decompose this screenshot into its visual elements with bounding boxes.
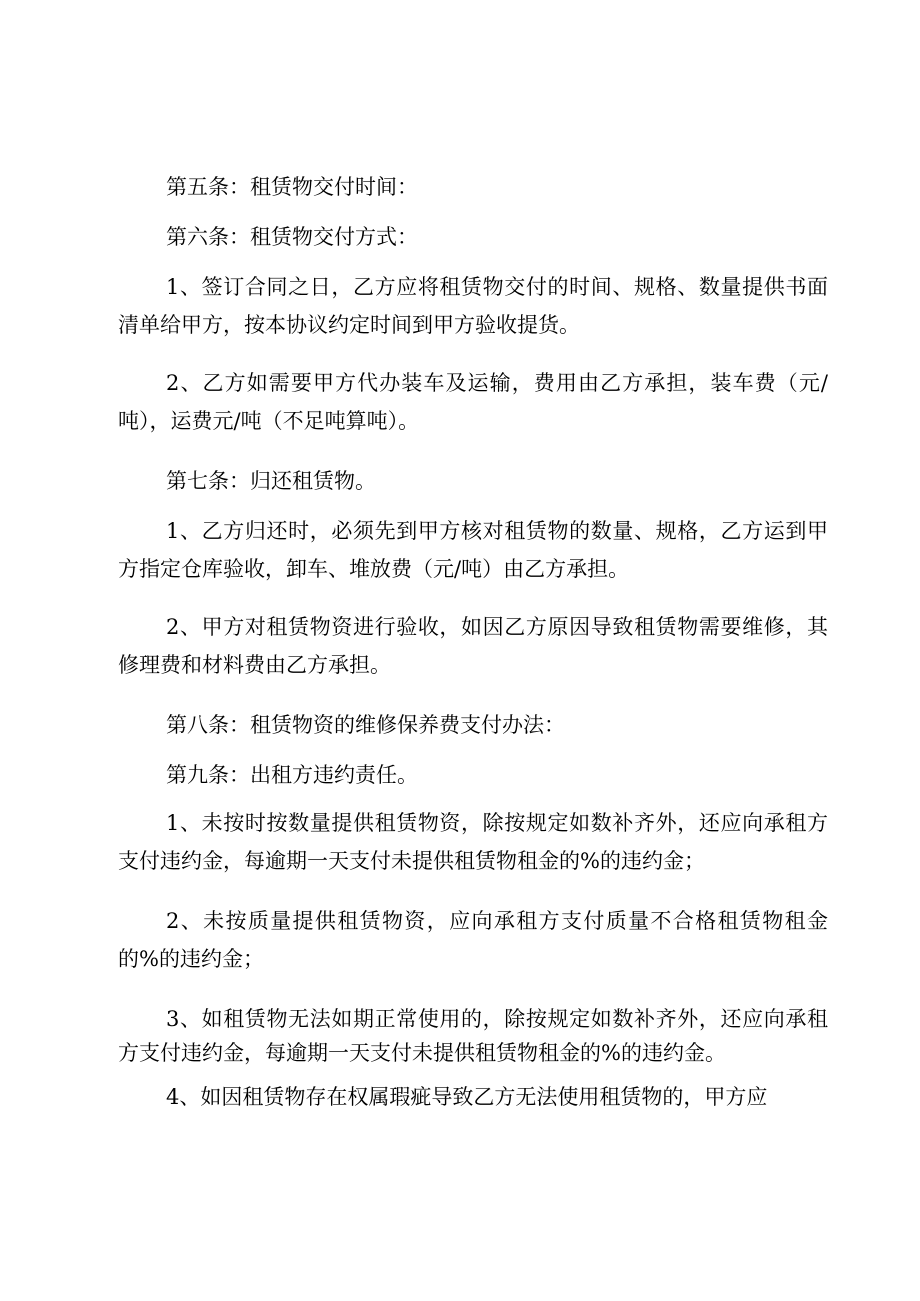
clause-9-heading: 第九条：出租方违约责任。 [166,763,418,787]
clause-9-item-2: 2、未按质量提供租赁物资，应向承租方支付质量不合格租赁物租金的%的违约金； [118,909,828,971]
clause-9-item-3: 3、如租赁物无法如期正常使用的，除按规定如数补齐外，还应向承租方支付违约金，每逾期一天支付未提供租赁物租金的%的违约金。 [118,1007,828,1065]
clause-6-item-2: 2、乙方如需要甲方代办装车及运输，费用由乙方承担，装车费（元/吨），运费元/吨（不足吨算吨）。 [118,371,828,433]
clause-7-item-2: 2、甲方对租赁物资进行验收，如因乙方原因导致租赁物需要维修，其修理费和材料费由乙方承担。 [118,615,828,677]
clause-8-heading: 第八条：租赁物资的维修保养费支付办法： [166,713,565,737]
clause-7-heading: 第七条：归还租赁物。 [166,469,376,493]
clause-6-heading: 第六条：租赁物交付方式： [166,225,418,249]
clause-9-item-4: 4、如因租赁物存在权属瑕疵导致乙方无法使用租赁物的，甲方应 [166,1085,768,1109]
clause-7-item-1: 1、乙方归还时，必须先到甲方核对租赁物的数量、规格，乙方运到甲方指定仓库验收，卸车、堆放费（元/吨）由乙方承担。 [118,519,828,581]
clause-6-item-1: 1、签订合同之日，乙方应将租赁物交付的时间、规格、数量提供书面清单给甲方，按本协议约定时间到甲方验收提货。 [118,275,828,337]
clause-9-item-1: 1、未按时按数量提供租赁物资，除按规定如数补齐外，还应向承租方支付违约金，每逾期一天支付未提供租赁物租金的%的违约金； [118,811,828,873]
clause-5-heading: 第五条：租赁物交付时间： [166,175,418,199]
